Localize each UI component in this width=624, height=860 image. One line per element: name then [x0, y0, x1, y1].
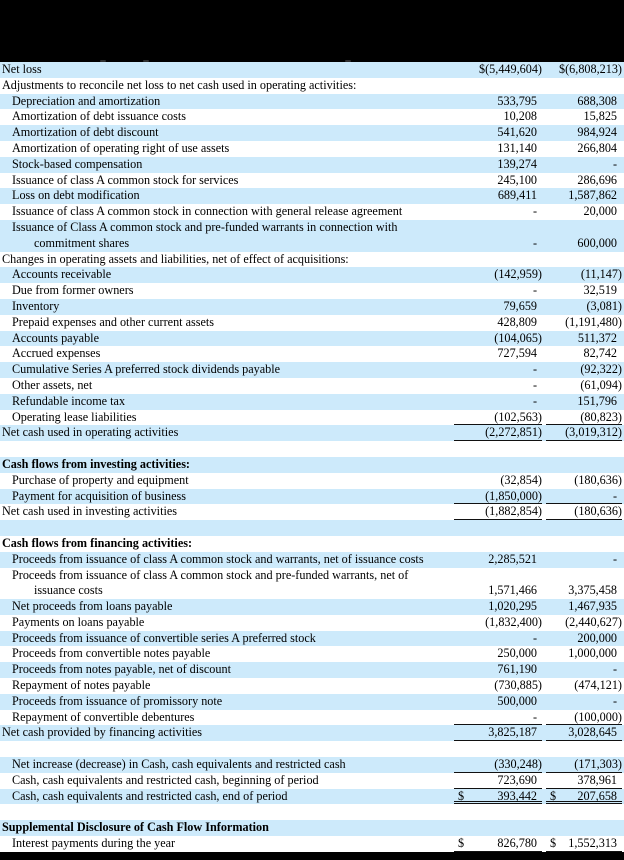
redacted-footer-bar	[0, 852, 624, 860]
value-col1: 689,411	[497, 188, 537, 203]
value-col2: (100,000)	[546, 710, 622, 726]
value-col1: 428,809	[497, 314, 537, 329]
row-label: Inventory	[12, 298, 60, 313]
value-col1: (104,065)	[494, 330, 542, 345]
row-label: Cash flows from financing activities:	[2, 535, 193, 550]
row-label: Other assets, net	[12, 377, 93, 392]
table-row	[0, 631, 624, 647]
row-label: Net loss	[2, 62, 42, 76]
value-col2: 378,961	[546, 773, 622, 789]
row-label: Cumulative Series A preferred stock dividends payable	[12, 362, 281, 377]
table-row	[0, 204, 624, 220]
table-row	[0, 646, 624, 662]
row-label: Due from former owners	[12, 283, 134, 298]
row-label: Proceeds from issuance of class A common stock and warrants, net of issuance costs	[12, 551, 424, 566]
value-col1: 1,020,295	[488, 599, 537, 614]
table-row	[0, 425, 624, 441]
value-col2: 984,924	[577, 125, 617, 140]
table-row	[0, 94, 624, 110]
table-row	[0, 757, 624, 773]
dollar-sign: $	[458, 788, 465, 803]
row-label: Interest payments during the year	[12, 836, 176, 851]
value-col2: $(6,808,213)	[559, 62, 622, 76]
value-col1: (1,882,854)	[454, 504, 542, 520]
row-label: Net cash used in investing activities	[2, 504, 177, 519]
value-col1: (330,248)	[454, 757, 542, 773]
row-label: Net increase (decrease) in Cash, cash equivalents and restricted cash	[12, 757, 346, 772]
value-col2: 3,028,645	[546, 725, 622, 741]
value-col1	[454, 536, 542, 552]
value-col2	[546, 457, 622, 473]
dollar-sign: $	[458, 836, 465, 851]
row-label: Accounts payable	[12, 330, 99, 345]
value-col1: (1,850,000)	[454, 489, 542, 505]
value-col2: 20,000	[583, 204, 617, 219]
table-row	[0, 568, 624, 600]
table-row	[0, 252, 624, 268]
table-row	[0, 410, 624, 426]
row-label: Supplemental Disclosure of Cash Flow Information	[2, 820, 269, 835]
value-col2: 32,519	[583, 283, 617, 298]
value-col1	[454, 520, 542, 536]
spacer-row	[0, 804, 624, 820]
value-col2: (61,094)	[580, 377, 622, 392]
value-col1: 139,274	[497, 156, 537, 171]
row-label: Repayment of notes payable	[12, 678, 151, 693]
value-col1: 533,795	[497, 93, 537, 108]
value-col1: -	[532, 393, 537, 408]
table-row	[0, 220, 624, 252]
value-col2: (180,636)	[574, 472, 622, 487]
value-col2: 266,804	[577, 140, 617, 155]
value-col1: $(5,449,604)	[479, 62, 542, 76]
row-label: Proceeds from notes payable, net of discount	[12, 662, 231, 677]
value-col2: (80,823)	[546, 410, 622, 426]
row-label: Payment for acquisition of business	[12, 488, 186, 503]
table-row	[0, 267, 624, 283]
row-label: Operating lease liabilities	[12, 409, 137, 424]
table-row	[0, 489, 624, 505]
row-label: Depreciation and amortization	[12, 93, 161, 108]
dollar-sign: $	[550, 836, 557, 851]
table-row	[0, 789, 624, 805]
value-col1: 1,571,466	[488, 583, 537, 598]
value-col2	[546, 441, 622, 457]
table-row	[0, 157, 624, 173]
row-label: Proceeds from issuance of convertible series A preferred stock	[12, 630, 316, 645]
row-label: Net cash provided by financing activities	[2, 725, 203, 740]
redacted-text-remnant	[0, 60, 624, 63]
value-col1: 245,100	[497, 172, 537, 187]
value-col1	[454, 820, 542, 836]
row-label	[0, 804, 454, 820]
row-label	[0, 741, 454, 757]
value-col1: -	[454, 710, 542, 726]
table-row	[0, 552, 624, 568]
value-col1: 727,594	[497, 346, 537, 361]
value-col1: -	[532, 362, 537, 377]
table-row	[0, 615, 624, 631]
value-col2: (171,303)	[546, 757, 622, 773]
table-row	[0, 836, 624, 852]
row-label: Proceeds from issuance of class A common stock and pre-funded warrants, net of issuance costs	[12, 567, 409, 598]
row-label: Proceeds from issuance of promissory note	[12, 693, 223, 708]
table-row	[0, 315, 624, 331]
value-col2: (180,636)	[546, 504, 622, 520]
value-col1	[454, 441, 542, 457]
row-label: Issuance of class A common stock for services	[12, 172, 239, 187]
value-col1	[454, 741, 542, 757]
value-col2: -	[612, 551, 617, 566]
table-row	[0, 125, 624, 141]
value-col1	[454, 457, 542, 473]
row-label: Issuance of Class A common stock and pre-funded warrants in connection with commitment shares	[12, 219, 398, 250]
table-row	[0, 536, 624, 552]
value-col2: 600,000	[577, 235, 617, 250]
row-label: Loss on debt modification	[12, 188, 140, 203]
row-label: Accounts receivable	[12, 267, 112, 282]
value-col2: 1,587,862	[568, 188, 617, 203]
row-label: Refundable income tax	[12, 393, 126, 408]
spacer-row	[0, 441, 624, 457]
value-col1: (1,832,400)	[485, 614, 542, 629]
row-label: Adjustments to reconcile net loss to net cash used in operating activities:	[2, 77, 357, 92]
value-col2	[546, 78, 622, 94]
row-label: Changes in operating assets and liabilities, net of effect of acquisitions:	[2, 251, 349, 266]
value-col1: -	[532, 630, 537, 645]
value-col2: 1,467,935	[568, 599, 617, 614]
value-col2: 688,308	[577, 93, 617, 108]
value-col2: 3,375,458	[568, 583, 617, 598]
value-col2: (92,322)	[580, 362, 622, 377]
table-row	[0, 457, 624, 473]
table-row	[0, 678, 624, 694]
value-col2: (3,081)	[586, 298, 622, 313]
value-col1: 500,000	[497, 693, 537, 708]
table-row	[0, 188, 624, 204]
value-col2: (11,147)	[580, 267, 622, 282]
value-col1: 761,190	[497, 662, 537, 677]
value-col2	[546, 536, 622, 552]
value-col1: 131,140	[497, 140, 537, 155]
table-row	[0, 346, 624, 362]
row-label	[0, 441, 454, 457]
value-col2: -	[612, 693, 617, 708]
value-col1: -	[532, 235, 537, 250]
value-col2	[546, 520, 622, 536]
value-col2: 1,000,000	[568, 646, 617, 661]
row-label	[0, 520, 454, 536]
row-label: Prepaid expenses and other current assets	[12, 314, 215, 329]
value-col2: (1,191,480)	[565, 314, 622, 329]
value-col1: 250,000	[497, 646, 537, 661]
table-row	[0, 62, 624, 78]
row-label: Cash, cash equivalents and restricted cash, end of period	[12, 788, 288, 803]
value-col2: -	[546, 489, 622, 505]
value-col1: (730,885)	[494, 678, 542, 693]
table-row	[0, 299, 624, 315]
value-col1: (142,959)	[494, 267, 542, 282]
table-row	[0, 109, 624, 125]
table-row	[0, 173, 624, 189]
dollar-sign: $	[550, 788, 557, 803]
value-col1: 541,620	[497, 125, 537, 140]
table-row	[0, 725, 624, 741]
row-label: Net proceeds from loans payable	[12, 599, 173, 614]
row-label: Issuance of class A common stock in connection with general release agreement	[12, 204, 403, 219]
table-row	[0, 283, 624, 299]
value-col2: $ 207,658	[546, 789, 622, 805]
value-col2	[546, 252, 622, 268]
value-col1: -	[532, 377, 537, 392]
row-label: Purchase of property and equipment	[12, 472, 189, 487]
table-row	[0, 662, 624, 678]
table-row	[0, 141, 624, 157]
value-col1: 10,208	[503, 109, 537, 124]
value-col2: 286,696	[577, 172, 617, 187]
value-col1	[454, 252, 542, 268]
row-label: Cash flows from investing activities:	[2, 456, 190, 471]
value-col2: (3,019,312)	[546, 425, 622, 441]
row-label: Accrued expenses	[12, 346, 101, 361]
redacted-header-bar	[0, 0, 624, 62]
value-col2: 151,796	[577, 393, 617, 408]
value-col2	[546, 820, 622, 836]
value-col2: (474,121)	[574, 678, 622, 693]
statement-rows	[0, 62, 624, 852]
row-label: Amortization of debt discount	[12, 125, 159, 140]
value-col1: $ 393,442	[454, 789, 542, 805]
spacer-row	[0, 520, 624, 536]
table-row	[0, 331, 624, 347]
row-label: Repayment of convertible debentures	[12, 709, 195, 724]
table-row	[0, 78, 624, 94]
value-col1: 3,825,187	[454, 725, 542, 741]
value-col2	[546, 741, 622, 757]
row-label: Net cash used in operating activities	[2, 425, 179, 440]
value-col2: $ 1,552,313	[546, 836, 622, 852]
table-row	[0, 378, 624, 394]
value-col2: 511,372	[577, 330, 617, 345]
value-col2: (2,440,627)	[565, 614, 622, 629]
value-col2: -	[612, 662, 617, 677]
value-col1: 723,690	[454, 773, 542, 789]
table-row	[0, 394, 624, 410]
value-col1: 2,285,521	[488, 551, 537, 566]
table-row	[0, 773, 624, 789]
value-col1	[454, 804, 542, 820]
value-col1: $ 826,780	[454, 836, 542, 852]
value-col1	[454, 78, 542, 94]
row-label: Cash, cash equivalents and restricted cash, beginning of period	[12, 772, 319, 787]
table-row	[0, 694, 624, 710]
spacer-row	[0, 741, 624, 757]
row-label: Payments on loans payable	[12, 614, 145, 629]
table-row	[0, 362, 624, 378]
value-col2: -	[612, 156, 617, 171]
row-label: Stock-based compensation	[12, 156, 143, 171]
table-row	[0, 504, 624, 520]
value-col2: 200,000	[577, 630, 617, 645]
value-col1: -	[532, 204, 537, 219]
table-row	[0, 473, 624, 489]
row-label: Amortization of debt issuance costs	[12, 109, 186, 124]
value-col2: 82,742	[583, 346, 617, 361]
value-col1: 79,659	[503, 298, 537, 313]
table-row	[0, 710, 624, 726]
value-col1: (32,854)	[500, 472, 542, 487]
value-col1: -	[532, 283, 537, 298]
value-col2	[546, 804, 622, 820]
value-col2: 15,825	[583, 109, 617, 124]
table-row	[0, 599, 624, 615]
value-col1: (2,272,851)	[454, 425, 542, 441]
row-label: Proceeds from convertible notes payable	[12, 646, 211, 661]
table-row	[0, 820, 624, 836]
value-col1: (102,563)	[454, 410, 542, 426]
row-label: Amortization of operating right of use assets	[12, 140, 230, 155]
